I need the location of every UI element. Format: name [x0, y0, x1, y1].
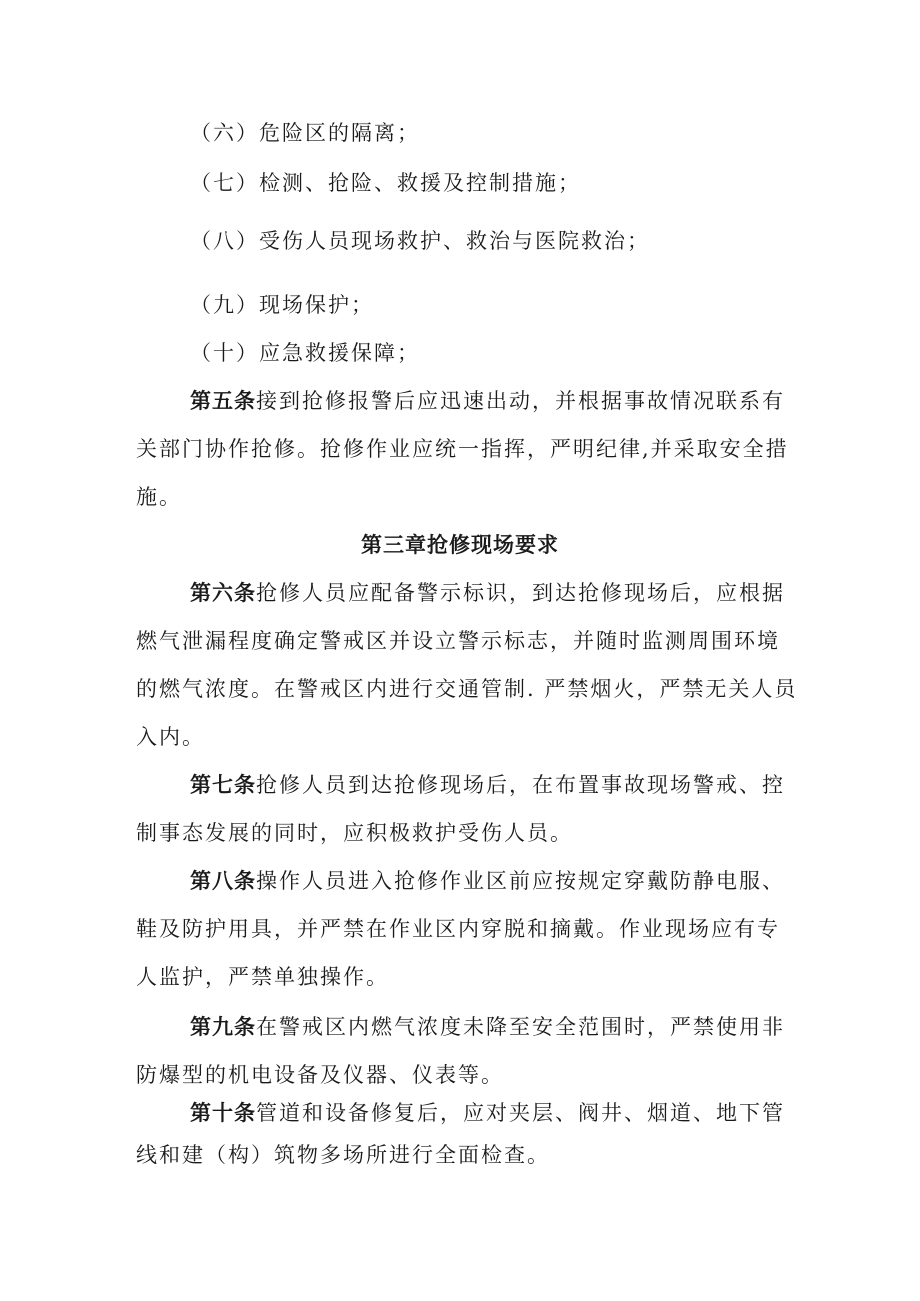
- article-6-label: 第六条: [190, 580, 256, 605]
- article-9-label: 第九条: [190, 1014, 256, 1039]
- article-5-text: 接到抢修报警后应迅速出动，并根据事故情况联系有: [256, 389, 785, 413]
- article-6-line-3: 的燃气浓度。在警戒区内进行交通管制. 严禁烟火，严禁无关人员: [136, 677, 798, 701]
- article-10-text: 管道和设备修复后，应对夹层、阀井、烟道、地下管: [256, 1101, 785, 1125]
- article-9-line-2: 防爆型的机电设备及仪器、仪表等。: [136, 1063, 504, 1087]
- list-item-9: （九）现场保护；: [190, 293, 374, 317]
- list-item-7: （七）检测、抢险、救援及控制措施；: [190, 171, 581, 195]
- article-6-text: 抢修人员应配备警示标识，到达抢修现场后，应根据: [256, 581, 785, 605]
- article-6-line-4: 入内。: [136, 725, 205, 749]
- article-8-label: 第八条: [190, 868, 256, 893]
- article-5-line-1: [190, 386, 785, 416]
- article-8-text: 操作人员进入抢修作业区前应按规定穿戴防静电服、: [256, 869, 785, 893]
- article-7-line-1: [190, 770, 785, 800]
- list-item-6: （六）危险区的隔离；: [190, 121, 420, 145]
- article-8-line-2: 鞋及防护用具，并严禁在作业区内穿脱和摘戴。作业现场应有专: [136, 917, 780, 941]
- article-7-line-2: 制事态发展的同时，应积极救护受伤人员。: [136, 821, 573, 845]
- article-10-line-1: [190, 1098, 785, 1128]
- article-9-text: 在警戒区内燃气浓度未降至安全范围时，严禁使用非: [256, 1015, 785, 1039]
- article-8-line-3: 人监护，严禁单独操作。: [136, 965, 389, 989]
- article-8-line-1: [190, 866, 785, 896]
- article-10-line-2: 线和建（构）筑物多场所进行全面检查。: [136, 1143, 550, 1167]
- article-9-line-1: [190, 1012, 785, 1042]
- article-5-line-3: 施。: [136, 485, 182, 509]
- article-6-line-1: [190, 578, 785, 608]
- list-item-10: （十）应急救援保障；: [190, 341, 420, 365]
- article-5-label: 第五条: [190, 388, 256, 413]
- article-10-label: 第十条: [190, 1100, 256, 1125]
- chapter-3-title: 第三章抢修现场要求: [361, 532, 559, 557]
- list-item-8: （八）受伤人员现场救护、救治与医院救治；: [190, 229, 650, 253]
- article-7-label: 第七条: [190, 772, 256, 797]
- article-6-line-2: 燃气泄漏程度确定警戒区并设立警示标志，并随时监测周围环境: [136, 629, 780, 653]
- article-7-text: 抢修人员到达抢修现场后，在布置事故现场警戒、控: [256, 773, 785, 797]
- article-5-line-2: 关部门协作抢修。抢修作业应统一指挥，严明纪律,并采取安全措: [136, 437, 789, 461]
